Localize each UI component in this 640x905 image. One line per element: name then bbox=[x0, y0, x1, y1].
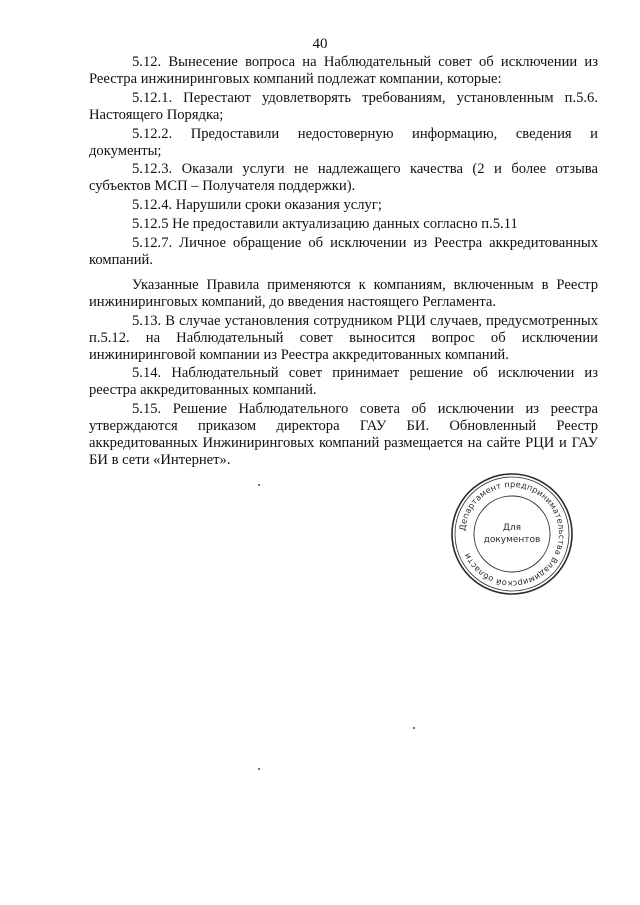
official-stamp bbox=[448, 470, 576, 598]
stamp-ring-text: Департамент предпринимательства Владимирской области bbox=[457, 478, 568, 590]
paragraph-rules-note: Указанные Правила применяются к компаниям, включенным в Реестр инжиниринговых компаний, до введения настоящего Регламента. bbox=[89, 276, 598, 310]
scan-speck bbox=[258, 484, 260, 486]
paragraph-5-12-3: 5.12.3. Оказали услуги не надлежащего качества (2 и более отзыва субъектов МСП – Получателя поддержки). bbox=[89, 161, 598, 195]
stamp-center-line2: документов bbox=[483, 535, 541, 545]
document-body bbox=[89, 54, 598, 471]
paragraph-5-12-5: 5.12.5 Не предоставили актуализацию данных согласно п.5.11 bbox=[132, 216, 518, 233]
paragraph-5-14: 5.14. Наблюдательный совет принимает решение об исключении из реестра аккредитованных компаний. bbox=[89, 365, 598, 399]
paragraph-5-12-7: 5.12.7. Личное обращение об исключении из Реестра аккредитованных компаний. bbox=[89, 235, 598, 268]
stamp-center-line1: Для bbox=[502, 523, 522, 533]
page-number: 40 bbox=[312, 36, 328, 52]
scan-speck bbox=[413, 727, 415, 729]
paragraph-5-15: 5.15. Решение Наблюдательного совета об исключении из реестра утверждаются приказом директора ГАУ БИ. Обновленный Реестр аккредитованных Инжиниринговых компаний размещается на сайте РЦИ и ГАУ БИ в сети «Интернет». bbox=[89, 401, 598, 468]
paragraph-5-13: 5.13. В случае установления сотрудником РЦИ случаев, предусмотренных п.5.12. на Наблюдательный совет выносится вопрос об исключении инжиниринговой компании из Реестра аккредитованных компаний. bbox=[89, 312, 598, 363]
paragraph-5-12: 5.12. Вынесение вопроса на Наблюдательный совет об исключении из Реестра инжиниринговых компаний подлежат компании, которые: bbox=[89, 54, 598, 87]
paragraph-5-12-2: 5.12.2. Предоставили недостоверную информацию, сведения и документы; bbox=[89, 125, 598, 159]
svg-text:Департамент предпринимательств bbox=[457, 479, 567, 589]
paragraph-5-12-1: 5.12.1. Перестают удовлетворять требованиям, установленным п.5.6. Настоящего Порядка; bbox=[89, 89, 598, 123]
paragraph-5-12-4: 5.12.4. Нарушили сроки оказания услуг; bbox=[132, 197, 382, 214]
scan-speck bbox=[258, 768, 260, 770]
